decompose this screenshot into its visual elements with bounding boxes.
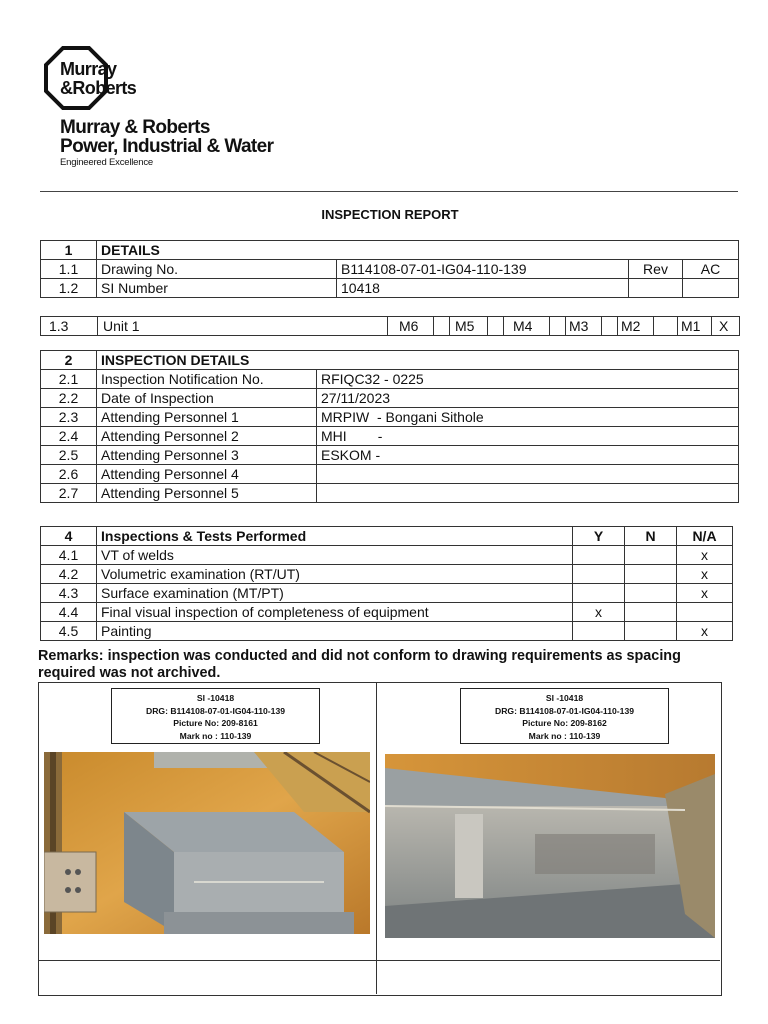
table-row	[41, 446, 739, 465]
table-row	[41, 389, 739, 408]
caption-picture: Picture No: 209-8161	[173, 718, 258, 729]
n-cell	[625, 603, 677, 622]
unit-option-m3: M3	[569, 318, 589, 334]
details-table	[40, 240, 739, 298]
photo-caption-1	[111, 688, 320, 744]
photo-bottom-divider	[38, 960, 720, 961]
n-cell	[625, 565, 677, 584]
row-label: VT of welds	[97, 546, 573, 565]
tests-table	[40, 526, 733, 641]
table-row	[41, 427, 739, 446]
caption-picture: Picture No: 209-8162	[522, 718, 607, 729]
unit-option-m2: M2	[621, 318, 641, 334]
header-divider	[40, 191, 738, 192]
tests-header-row	[41, 527, 733, 546]
na-cell: x	[677, 622, 733, 641]
y-cell	[573, 565, 625, 584]
row-label: Surface examination (MT/PT)	[97, 584, 573, 603]
col-n-header: N	[625, 527, 677, 546]
row-number: 4.3	[41, 584, 97, 603]
table-row	[41, 603, 733, 622]
row-number: 1.1	[41, 260, 97, 279]
row-label: Attending Personnel 2	[97, 427, 317, 446]
row-number: 2.1	[41, 370, 97, 389]
caption-drg: DRG: B114108-07-01-IG04-110-139	[145, 705, 285, 716]
caption-si: SI -10418	[196, 693, 235, 703]
row-label: Inspection Notification No.	[97, 370, 317, 389]
row-number: 4.1	[41, 546, 97, 565]
rev-label: Rev	[629, 260, 683, 279]
row-number: 1.3	[49, 318, 69, 334]
inspection-photo-1	[44, 752, 370, 934]
logo-text-line1: Murray	[60, 59, 117, 79]
row-label: Date of Inspection	[97, 389, 317, 408]
row-value: RFIQC32 - 0225	[317, 370, 739, 389]
table-row	[41, 565, 733, 584]
section-number: 2	[41, 351, 97, 370]
steel-structure-photo-icon	[44, 752, 370, 934]
drawing-number-value: B114108-07-01-IG04-110-139	[337, 260, 629, 279]
row-label: Attending Personnel 5	[97, 484, 317, 503]
unit-option-m4: M4	[513, 318, 533, 334]
steel-beam-photo-icon	[385, 754, 715, 938]
row-number: 4.4	[41, 603, 97, 622]
table-row	[41, 584, 733, 603]
table-row	[41, 370, 739, 389]
logo-text-line2: &Roberts	[60, 78, 137, 98]
company-line1: Murray & Roberts	[60, 117, 210, 138]
na-cell: x	[677, 565, 733, 584]
na-cell: x	[677, 546, 733, 565]
y-cell: x	[573, 603, 625, 622]
row-label: Attending Personnel 3	[97, 446, 317, 465]
report-title: INSPECTION REPORT	[321, 207, 459, 222]
row-number: 2.5	[41, 446, 97, 465]
section-number: 1	[41, 241, 97, 260]
row-label: SI Number	[97, 279, 337, 298]
row-number: 1.2	[41, 279, 97, 298]
na-cell: x	[677, 584, 733, 603]
y-cell	[573, 584, 625, 603]
company-line2: Power, Industrial & Water	[60, 136, 274, 157]
details-header-row	[41, 241, 739, 260]
photo-divider	[376, 682, 377, 994]
row-number: 2.6	[41, 465, 97, 484]
unit-row	[40, 316, 740, 336]
n-cell	[625, 584, 677, 603]
rev-value	[683, 279, 739, 298]
y-cell	[573, 622, 625, 641]
row-value	[317, 484, 739, 503]
table-row	[41, 279, 739, 298]
unit-option-m6: M6	[399, 318, 419, 334]
col-na-header: N/A	[677, 527, 733, 546]
row-value: MHI -	[317, 427, 739, 446]
caption-drg: DRG: B114108-07-01-IG04-110-139	[494, 705, 634, 716]
unit-selected-mark: X	[719, 318, 729, 334]
photo-caption-2	[460, 688, 669, 744]
section-heading: DETAILS	[97, 241, 739, 260]
table-row	[41, 484, 739, 503]
row-number: 2.4	[41, 427, 97, 446]
row-label: Painting	[97, 622, 573, 641]
na-cell	[677, 603, 733, 622]
inspection-details-table	[40, 350, 739, 503]
row-label: Drawing No.	[97, 260, 337, 279]
rev-label	[629, 279, 683, 298]
remarks-text: Remarks: inspection was conducted and did not conform to drawing requirements as spacing required was not archived.	[38, 648, 681, 681]
unit-option-m1: M1	[681, 318, 701, 334]
tagline: Engineered Excellence	[60, 157, 153, 168]
row-label: Final visual inspection of completeness of equipment	[97, 603, 573, 622]
logo-wordmark	[60, 60, 136, 98]
row-value: MRPIW - Bongani Sithole	[317, 408, 739, 427]
caption-mark: Mark no : 110-139	[179, 730, 252, 741]
table-row	[41, 622, 733, 641]
company-name	[60, 118, 273, 156]
row-number: 4.5	[41, 622, 97, 641]
row-value	[317, 465, 739, 484]
section-heading: Inspections & Tests Performed	[97, 527, 573, 546]
col-y-header: Y	[573, 527, 625, 546]
inspection-details-header-row	[41, 351, 739, 370]
table-row	[41, 408, 739, 427]
caption-mark: Mark no : 110-139	[528, 730, 601, 741]
unit-label: Unit 1	[103, 318, 140, 334]
row-value: ESKOM -	[317, 446, 739, 465]
row-number: 4.2	[41, 565, 97, 584]
si-number-value: 10418	[337, 279, 629, 298]
unit-option-m5: M5	[455, 318, 475, 334]
section-heading: INSPECTION DETAILS	[97, 351, 739, 370]
n-cell	[625, 622, 677, 641]
caption-si: SI -10418	[545, 693, 584, 703]
row-label: Attending Personnel 1	[97, 408, 317, 427]
row-number: 2.3	[41, 408, 97, 427]
n-cell	[625, 546, 677, 565]
y-cell	[573, 546, 625, 565]
rev-value: AC	[683, 260, 739, 279]
table-row	[41, 546, 733, 565]
inspection-photo-2	[385, 754, 715, 938]
row-label: Attending Personnel 4	[97, 465, 317, 484]
table-row	[41, 465, 739, 484]
row-label: Volumetric examination (RT/UT)	[97, 565, 573, 584]
section-number: 4	[41, 527, 97, 546]
table-row	[41, 260, 739, 279]
row-value: 27/11/2023	[317, 389, 739, 408]
row-number: 2.7	[41, 484, 97, 503]
row-number: 2.2	[41, 389, 97, 408]
